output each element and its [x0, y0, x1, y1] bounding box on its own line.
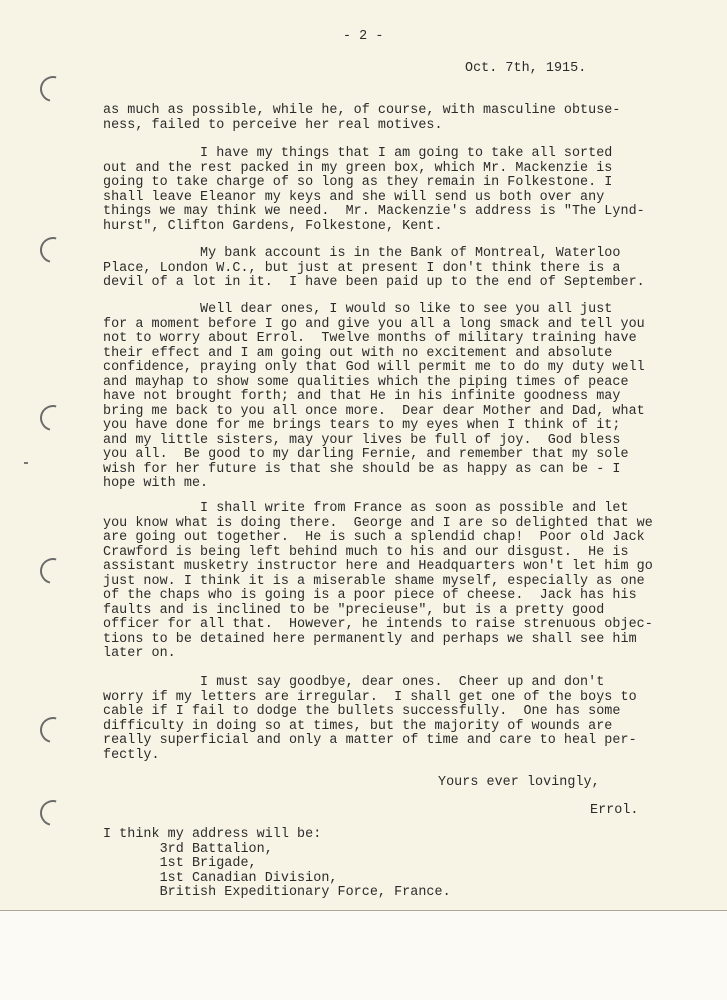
punch-hole-icon: [35, 712, 71, 748]
punch-hole-icon: [35, 71, 71, 107]
paragraph-2: I have my things that I am going to take all sorted out and the rest packed in my green box, which Mr. Mackenzie is going to take charge of so long as they remain in Folkestone. I shall leave Eleanor my keys and she will send us both over any things we may think we need. Mr. Mackenzie's address is "The Lynd- hurst", Clifton Gardens, Folkestone, Kent.: [103, 146, 645, 234]
punch-hole-icon: [35, 795, 71, 831]
address-block: I think my address will be: 3rd Battalion, 1st Brigade, 1st Canadian Division, British Expeditionary Force, France.: [103, 827, 451, 900]
punch-hole-icon: [35, 400, 71, 436]
punch-hole-icon: [35, 553, 71, 589]
paragraph-4: Well dear ones, I would so like to see you all just for a moment before I go and give you all a long smack and tell you not to worry about Errol. Twelve months of military training have their effect and I am going out with no excitement and absolute confidence, praying only that God will permit me to do my duty well and mayhap to show some qualities which the piping times of peace have not brought forth; and that He in his infinite goodness may bring me back to you all once more. Dear dear Mother and Dad, what you have done for me brings tears to my eyes when I think of it; and my little sisters, may your lives be full of joy. God bless you all. Be good to my darling Fernie, and remember that my sole wish for her future is that she should be as happy as can be - I hope with me.: [103, 302, 645, 491]
paragraph-1: as much as possible, while he, of course, with masculine obtuse- ness, failed to perceive her real motives.: [103, 103, 621, 133]
closing-line: Yours ever lovingly,: [438, 775, 600, 790]
signature: Errol.: [590, 803, 639, 818]
paragraph-5: I shall write from France as soon as possible and let you know what is doing there. George and I are so delighted that we are going out together. He is such a splendid chap! Poor old Jack Crawford is being left behind much to his and our disgust. He is assistant musketry instructor here and Headquarters won't let him go just now. I think it is a miserable shame myself, especially as one of the chaps who is going is a poor piece of cheese. Jack has his faults and is inclined to be "precieuse", but is a pretty good officer for all that. However, he intends to raise strenuous objec- tions to be detained here permanently and perhaps we shall see him later on.: [103, 501, 653, 661]
margin-mark: [24, 462, 28, 464]
punch-hole-icon: [35, 232, 71, 268]
paragraph-6: I must say goodbye, dear ones. Cheer up and don't worry if my letters are irregular. I shall get one of the boys to cable if I fail to dodge the bullets successfully. One has some difficulty in doing so at times, but the majority of wounds are really superficial and only a matter of time and care to heal per- fectly.: [103, 675, 637, 763]
page-number: - 2 -: [343, 29, 384, 44]
letter-date: Oct. 7th, 1915.: [465, 61, 587, 76]
scan-background: [0, 911, 727, 1000]
paragraph-3: My bank account is in the Bank of Montreal, Waterloo Place, London W.C., but just at present I don't think there is a devil of a lot in it. I have been paid up to the end of September.: [103, 246, 645, 290]
